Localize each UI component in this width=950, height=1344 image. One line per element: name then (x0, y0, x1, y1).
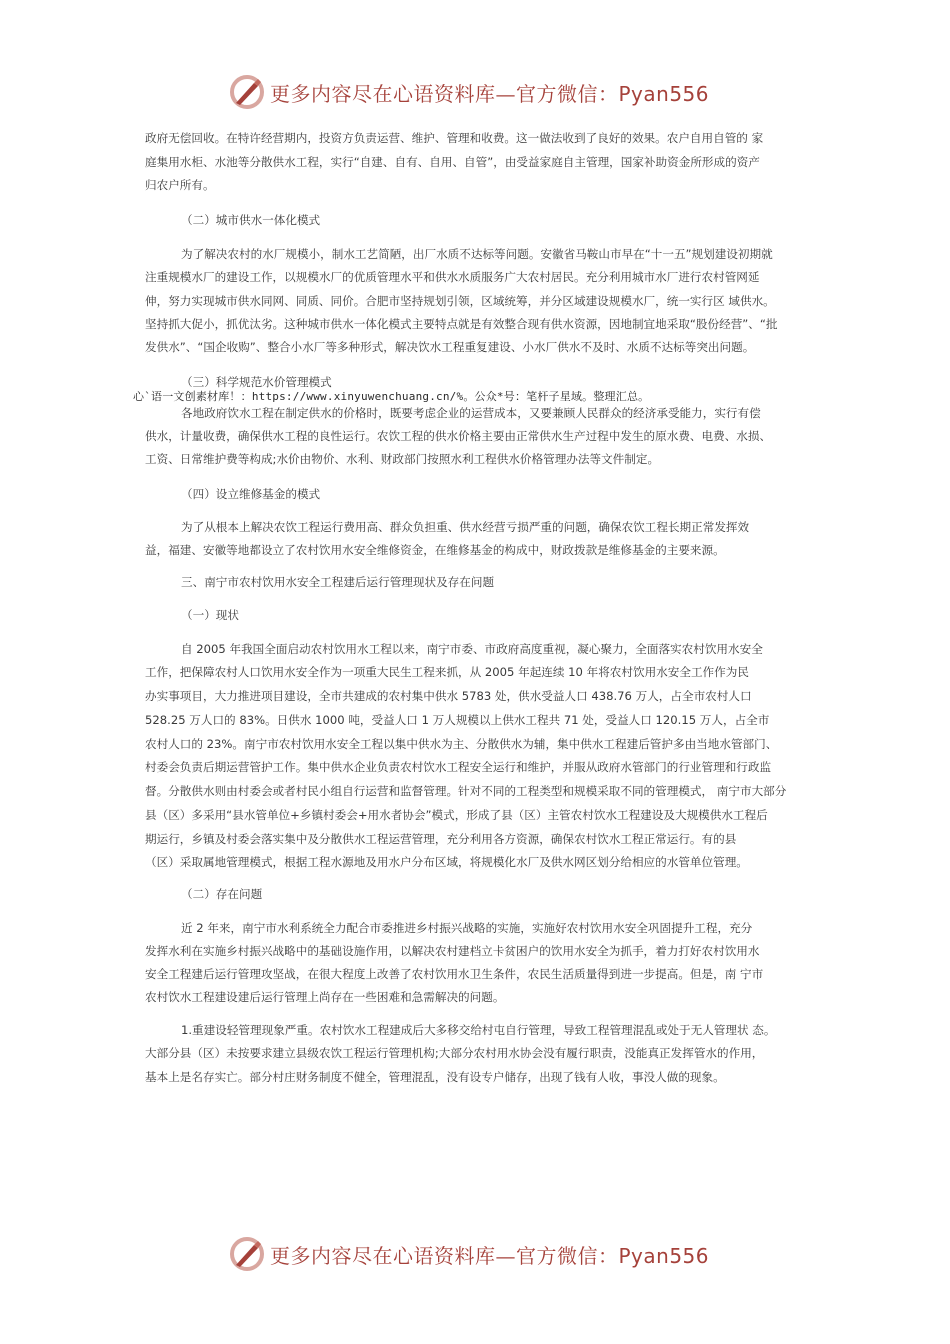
watermark-line: 心`语一文创素材库！：https://www.xinyuwenchuang.cn/%。公众*号：笔杆子星域。整理汇总。 (133, 390, 650, 403)
line-6: 伸，努力实现城市供水同网、同质、同价。合肥市坚持规划引领，区域统筹，并分区域建设规模水厂，统一实行区 域供水。 (145, 294, 775, 308)
line-16: 益，福建、安徽等地都设立了农村饮用水安全维修资金，在维修基金的构成中，财政拨款是维修基金的主要来源。 (145, 543, 725, 557)
line-21: 办实事项目，大力推进项目建设，全市共建成的农村集中供水 5783 处，供水受益人口 438.76 万人，占全市农村人口 (145, 689, 752, 703)
line-18: （一）现状 (181, 608, 239, 622)
line-36: 基本上是名存实亡。部分村庄财务制度不健全，管理混乱，没有设专户储存，出现了钱有人收，事没人做的现象。 (145, 1070, 725, 1084)
banner-text: 更多内容尽在心语资料库—官方微信： (270, 81, 619, 106)
line-14: （四）设立维修基金的模式 (181, 487, 321, 501)
line-13: 工资、日常维护费等构成;水价由物价、水利、财政部门按照水利工程供水价格管理办法等文件制定。 (145, 452, 660, 466)
header-banner (228, 72, 728, 112)
line-17: 三、南宁市农村饮用水安全工程建后运行管理现状及存在问题 (181, 575, 495, 589)
line-5: 注重规模水厂的建设工作，以规模水厂的优质管理水平和供水水质服务广大农村居民。充分利用城市水厂进行农村管网延 (145, 270, 760, 284)
line-33: 农村饮水工程建设建后运行管理上尚存在一些困难和急需解决的问题。 (145, 990, 505, 1004)
line-35: 大部分县（区）未按要求建立县级农饮工程运行管理机构;大部分农村用水协会没有履行职责，没能真正发挥管水的作用， (145, 1046, 764, 1060)
line-15: 为了从根本上解决农饮工程运行费用高、群众负担重、供水经营亏损严重的问题，确保农饮工程长期正常发挥效 (181, 520, 750, 534)
footer-banner (228, 1234, 728, 1274)
line-32: 安全工程建后运行管理攻坚战，在很大程度上改善了农村饮用水卫生条件，农民生活质量得到进一步提高。但是，南 宁市 (145, 967, 764, 981)
line-19: 自 2005 年我国全面启动农村饮用水工程以来，南宁市委、市政府高度重视，凝心聚力，全面落实农村饮用水安全 (181, 642, 763, 656)
line-7: 坚持抓大促小，抓优汰劣。这种城市供水一体化模式主要特点就是有效整合现有供水资源，因地制宜地采取“股份经营”、“批 (145, 317, 778, 331)
line-34: 1.重建设轻管理现象严重。农村饮水工程建成后大多移交给村屯自行管理，导致工程管理混乱或处于无人管理状 态。 (181, 1023, 776, 1037)
line-25: 督。分散供水则由村委会或者村民小组自行运营和监督管理。针对不同的工程类型和规模采取不同的管理模式， 南宁市大部分 (145, 784, 787, 798)
line-9: （三）科学规范水价管理模式 (181, 375, 332, 389)
line-31: 发挥水利在实施乡村振兴战略中的基础设施作用，以解决农村建档立卡贫困户的饮用水安全为抓手，着力打好农村饮用水 (145, 944, 760, 958)
line-2: 归农户所有。 (145, 178, 215, 192)
line-22: 528.25 万人口的 83%。日供水 1000 吨，受益人口 1 万人规模以上供水工程共 71 处，受益人口 120.15 万人，占全市 (145, 713, 770, 727)
line-26: 县（区）多采用“县水管单位+乡镇村委会+用水者协会”模式，形成了县（区）主管农村饮水工程建设及大规模供水工程后 (145, 808, 768, 822)
line-3: （二）城市供水一体化模式 (181, 213, 321, 227)
line-11: 各地政府饮水工程在制定供水的价格时，既要考虑企业的运营成本，又要兼顾人民群众的经济承受能力，实行有偿 (181, 406, 761, 420)
line-28: （区）采取属地管理模式，根据工程水源地及用水户分布区域，将规模化水厂及供水网区划分给相应的水管单位管理。 (145, 855, 748, 869)
line-4: 为了解决农村的水厂规模小，制水工艺简陋，出厂水质不达标等问题。安徽省马鞍山市早在“十一五”规划建设初期就 (181, 247, 773, 261)
line-1: 庭集用水柜、水池等分散供水工程，实行“自建、自有、自用、自管”，由受益家庭自主管理，国家补助资金所形成的资产 (145, 155, 760, 169)
line-29: （二）存在问题 (181, 887, 263, 901)
banner-text: 更多内容尽在心语资料库—官方微信： (270, 1243, 619, 1268)
pen-logo-icon (228, 73, 266, 111)
line-8: 发供水”、“国企收购”、整合小水厂等多种形式，解决饮水工程重复建设、小水厂供水不及时、水质不达标等突出问题。 (145, 340, 755, 354)
banner-handle: Pyan556 (618, 81, 710, 106)
line-24: 村委会负责后期运营管护工作。集中供水企业负责农村饮水工程安全运行和维护，并服从政府水管部门的行业管理和行政监 (145, 760, 772, 774)
banner-handle: Pyan556 (618, 1243, 710, 1268)
line-12: 供水，计量收费，确保供水工程的良性运行。农饮工程的供水价格主要由正常供水生产过程中发生的原水费、电费、水损、 (145, 429, 772, 443)
line-20: 工作，把保障农村人口饮用水安全作为一项重大民生工程来抓，从 2005 年起连续 10 年将农村饮用水安全工作作为民 (145, 665, 749, 679)
line-30: 近 2 年来，南宁市水利系统全力配合市委推进乡村振兴战略的实施，实施好农村饮用水安全巩固提升工程，充分 (181, 921, 753, 935)
line-27: 期运行，乡镇及村委会落实集中及分散供水工程运营管理，充分利用各方资源，确保农村饮水工程正常运行。有的县 (145, 832, 737, 846)
pen-logo-icon (228, 1235, 266, 1273)
line-23: 农村人口的 23%。南宁市农村饮用水安全工程以集中供水为主、分散供水为辅，集中供水工程建后管护多由当地水管部门、 (145, 737, 778, 751)
line-0: 政府无偿回收。在特许经营期内，投资方负责运营、维护、管理和收费。这一做法收到了良好的效果。农户自用自管的 家 (145, 131, 764, 145)
